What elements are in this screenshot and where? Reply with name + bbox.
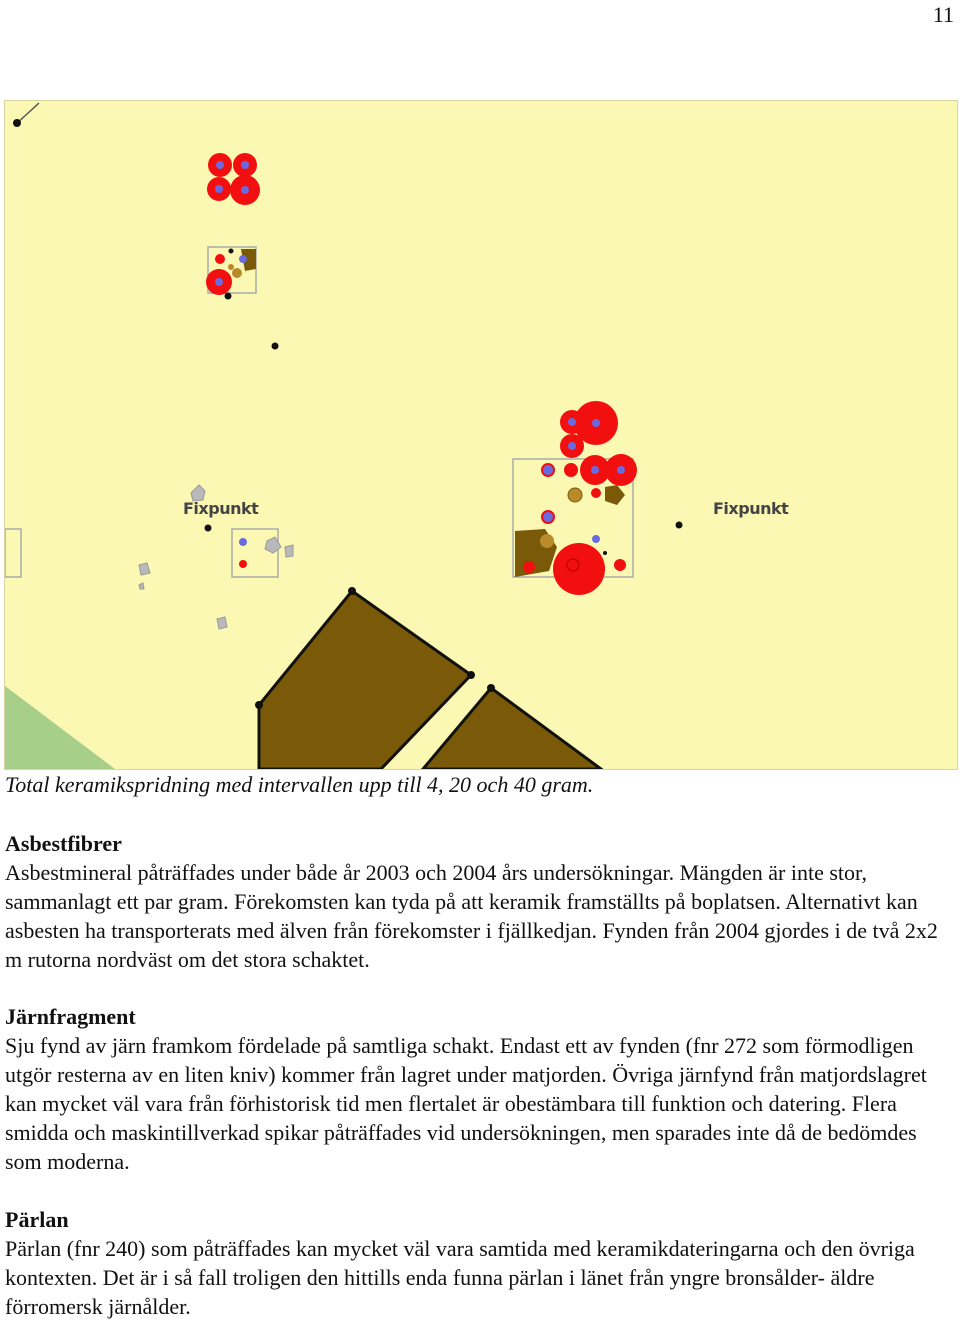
small-find: [216, 161, 224, 169]
section-heading: Asbestfibrer: [5, 831, 122, 856]
stone: [217, 617, 227, 629]
section-text: Sju fynd av järn framkom fördelade på samtliga schakt. Endast ett av fynden (fnr 272 som förmodligen utgör resterna av en liten kniv) kommer från lagret under matjorden. Övriga järnfynd från matjordslagret kan mycket väl vara från förhistorisk tid men flertalet är obestämbara till funktion och datering. Flera smidda och maskintillverkad spikar påträffades vid undersökningen, men sparades inte då de bedömdes som moderna.: [5, 1033, 927, 1174]
trench-outline: [232, 529, 278, 577]
point-marker: [205, 525, 212, 532]
grass-area: [5, 686, 115, 769]
ceramic-piece: [540, 534, 554, 548]
medium-find: [564, 463, 578, 477]
section-heading: Pärlan: [5, 1207, 69, 1232]
small-find: [568, 418, 576, 426]
ceramic-piece: [232, 268, 242, 278]
section-text: Asbestmineral påträffades under både år 2003 och 2004 års undersökningar. Mängden är inte stor, sammanlagt ett par gram. Förekomsten kan tyda på att keramik framställts på boplatsen. Alternativt kan asbesten ha transporterats med älven från förekomster i fjällkedjan. Fynden från 2004 gjordes i de två 2x2 m rutorna nordväst om det stora schaktet.: [5, 860, 938, 972]
small-find: [568, 442, 576, 450]
section-heading: Järnfragment: [5, 1004, 136, 1029]
map-graphic: [5, 101, 957, 769]
stone: [139, 563, 150, 575]
large-find: [553, 543, 605, 595]
fixpoint-label: Fixpunkt: [183, 499, 259, 518]
point-marker: [467, 671, 475, 679]
small-find: [617, 466, 625, 474]
stone: [285, 545, 293, 557]
small-find: [542, 511, 554, 523]
small-find: [592, 535, 600, 543]
section-iron: [5, 1002, 955, 1176]
point-marker: [225, 293, 232, 300]
medium-find: [239, 560, 247, 568]
ceramic-piece: [228, 264, 234, 270]
point-marker: [13, 119, 21, 127]
medium-find: [591, 488, 601, 498]
excavation-trench: [259, 591, 471, 769]
small-find: [215, 185, 223, 193]
small-find: [592, 419, 600, 427]
small-find: [241, 186, 249, 194]
medium-find: [215, 254, 225, 264]
section-text: Pärlan (fnr 240) som påträffades kan mycket väl vara samtida med keramikdateringarna och den övriga kontexten. Det är i så fall troligen den hittills enda funna pärlan i länet från yngre bronsålder- äldre förromersk järnålder.: [5, 1236, 915, 1319]
point-marker: [272, 343, 279, 350]
small-find: [542, 464, 554, 476]
small-find: [239, 538, 247, 546]
point-marker: [348, 587, 356, 595]
small-find: [239, 255, 247, 263]
point-marker: [229, 249, 234, 254]
page-number: 11: [932, 2, 954, 27]
section-asbestos: [5, 829, 955, 974]
excavation-fill: [605, 485, 625, 505]
fixpoint-label: Fixpunkt: [713, 499, 789, 518]
small-find: [241, 161, 249, 169]
medium-find: [523, 561, 535, 573]
medium-find: [614, 559, 626, 571]
small-find: [591, 466, 599, 474]
point-marker: [255, 701, 263, 709]
small-find: [215, 278, 223, 286]
section-bead: [5, 1205, 955, 1321]
excavation-trench: [423, 688, 601, 769]
stone: [139, 583, 144, 589]
point-marker: [487, 684, 495, 692]
figure-caption: Total keramikspridning med intervallen upp till 4, 20 och 40 gram.: [5, 772, 594, 797]
trench-outline: [5, 529, 21, 577]
ceramic-piece: [568, 488, 582, 502]
point-marker: [676, 522, 683, 529]
point-marker: [603, 551, 607, 555]
find-distribution-map: [4, 100, 958, 770]
